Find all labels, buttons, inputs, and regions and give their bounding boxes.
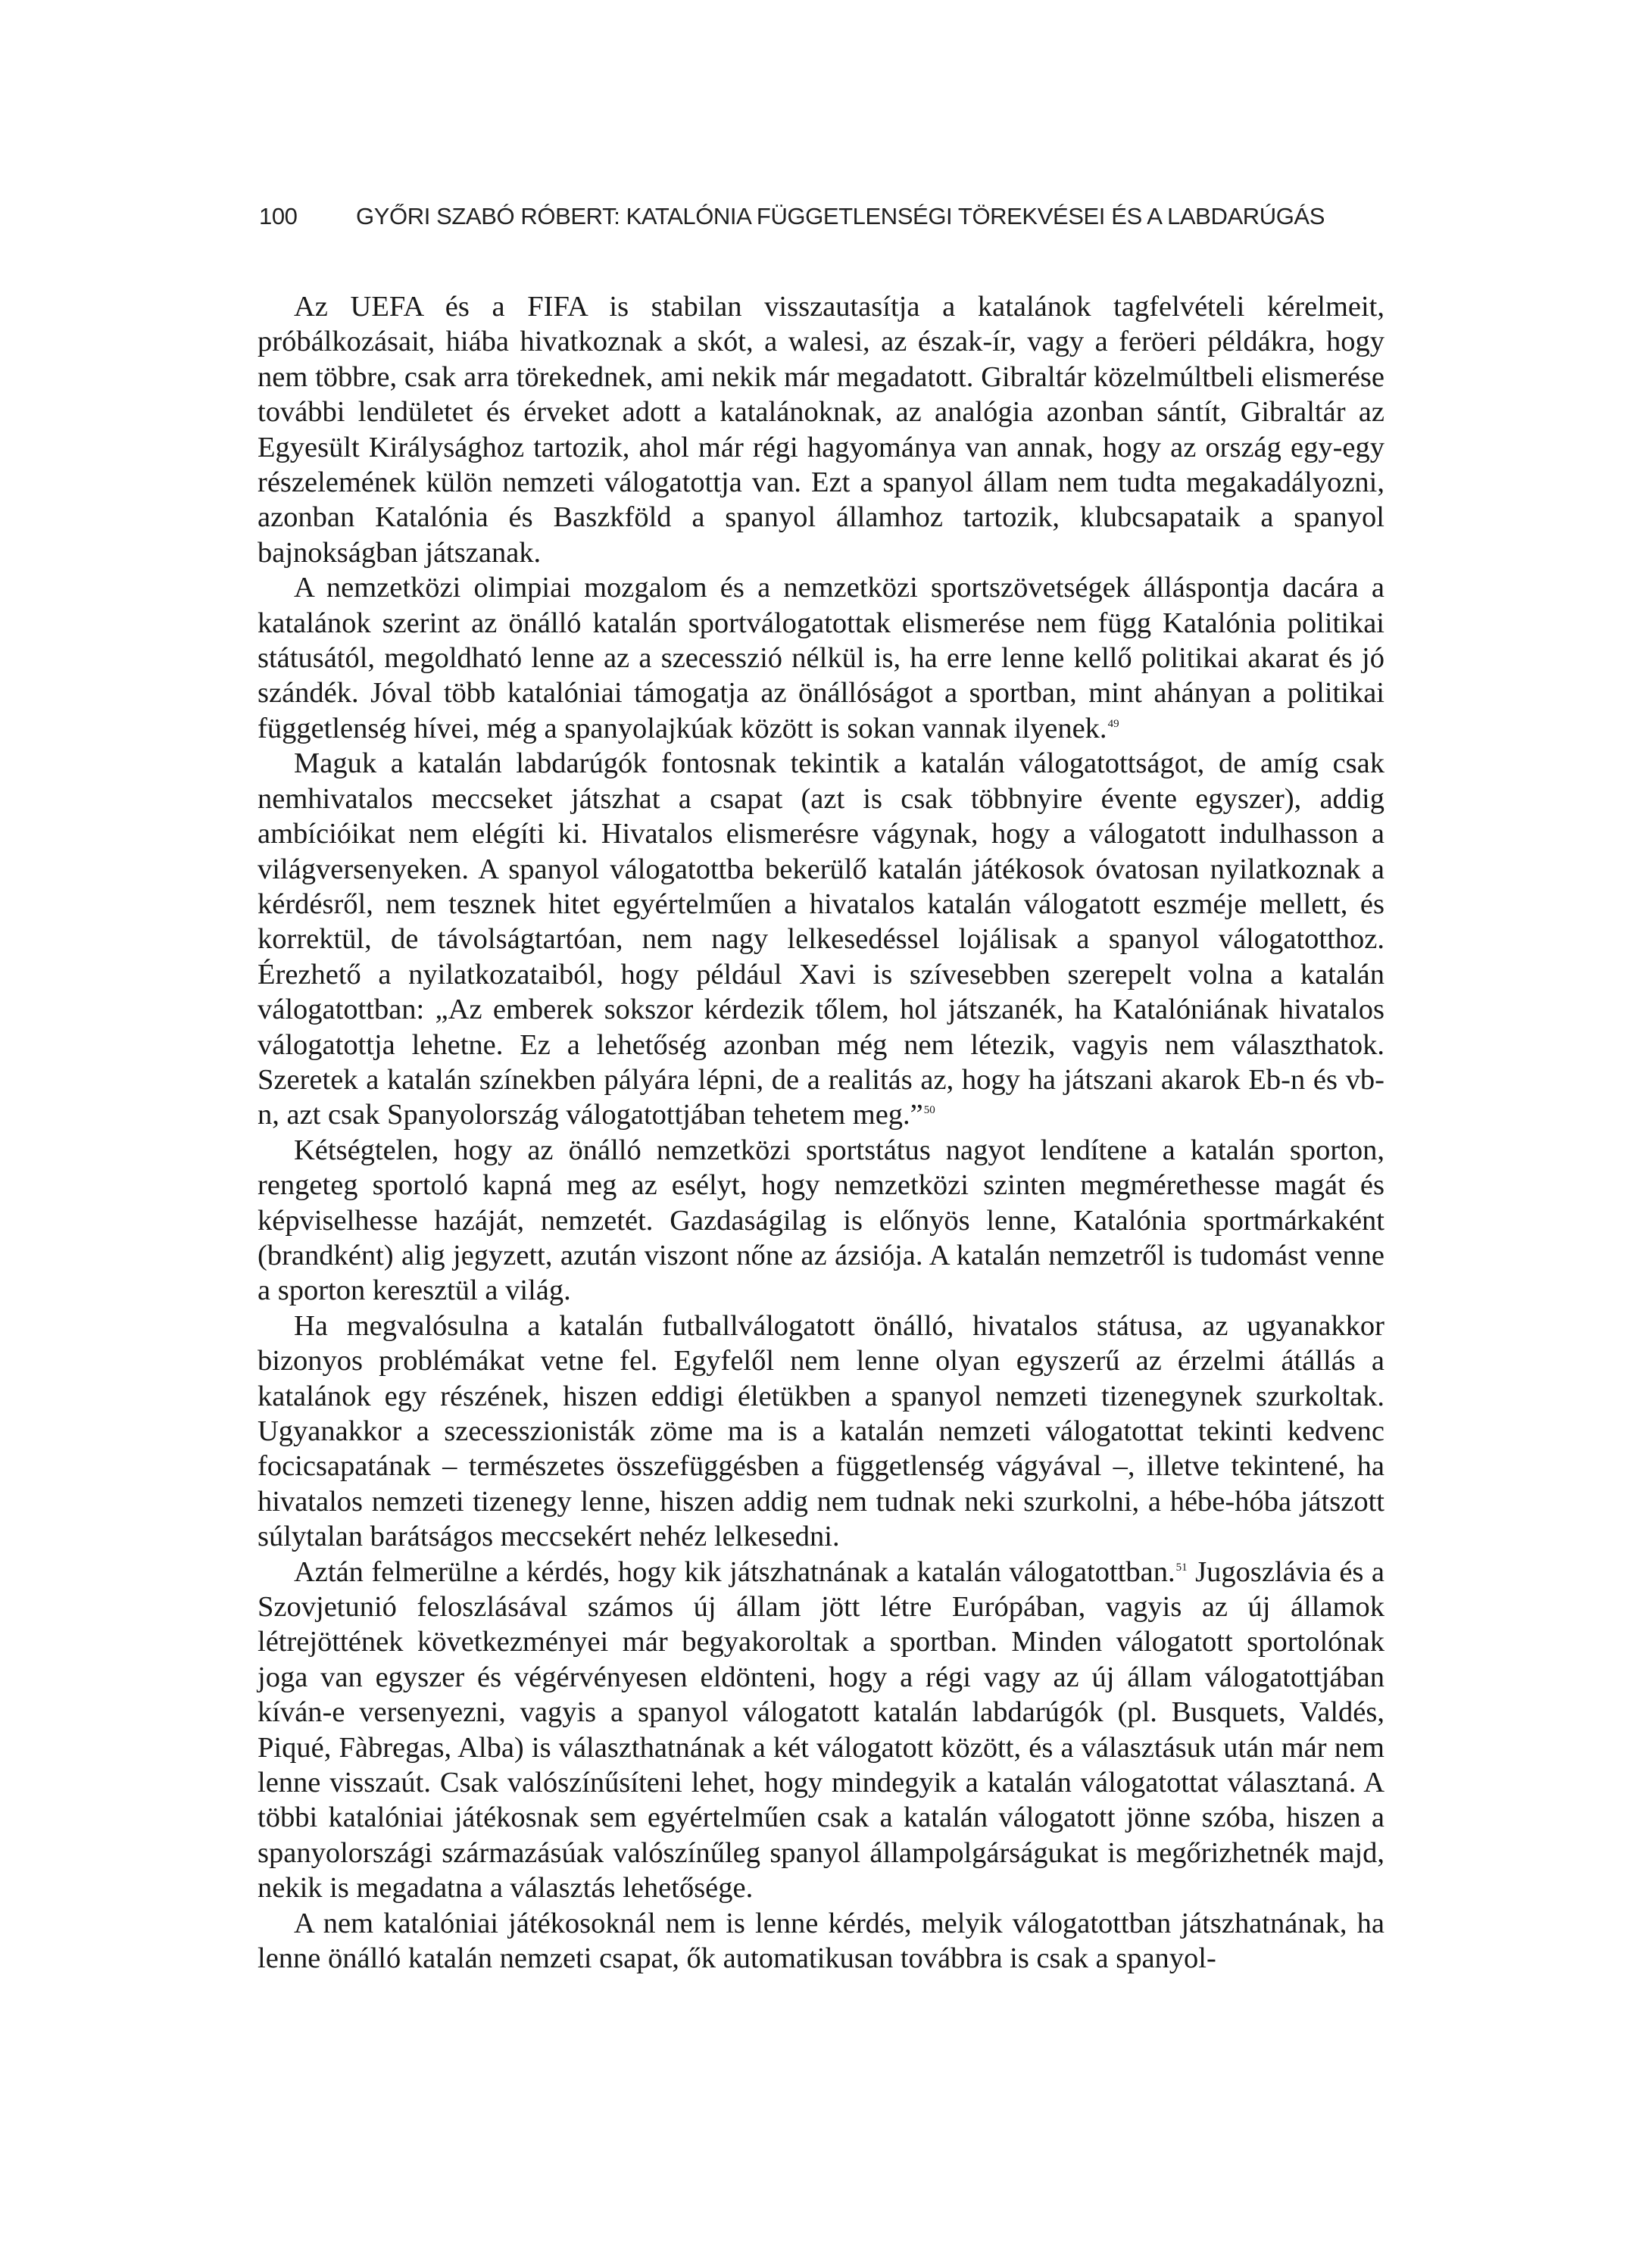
paragraph-text: Ha megvalósulna a katalán futballválogatott önálló, hivatalos státusa, az ugyanakkor bizonyos problémákat vetne fel. Egyfelől nem lenne olyan egyszerű az érzelmi átállás a katalánok egy részének, hiszen eddigi életükben a spanyol nemzeti tizenegynek szurkoltak. Ugyanakkor a szecesszionisták zöme ma is a katalán nemzeti válogatottat tekinti kedvenc focicsapatának – természetes összefüggésben a függetlenség vágyával –, illetve tekintené, ha hivatalos nemzeti tizenegy lenne, hiszen addig nem tudnak neki szurkolni, a hébe-hóba játszott súlytalan barátságos meccsekért nehéz lelkesedni. bbox=[258, 1309, 1384, 1553]
paragraph-text-continued: Jugoszlávia és a Szovjetunió feloszlásával számos új állam jött létre Európában, vagyis az új államok létrejöttének következményei már begyakoroltak a sportban. Minden válogatott sportolónak joga van egyszer és végérvényesen eldönteni, hogy a régi vagy az új állam válogatottjában kíván-e versenyezni, vagyis a spanyol válogatott katalán labdarúgók (pl. Busquets, Valdés, Piqué, Fàbregas, Alba) is választhatnának a két válogatott között, és a választásuk után már nem lenne visszaút. Csak valószínűsíteni lehet, hogy mindegyik a katalán válogatottat választaná. A többi katalóniai játékosnak sem egyértelműen csak a katalán válogatott jönne szóba, hiszen a spanyolországi származásúak valószínűleg spanyol állampolgárságukat is megőrizhetnék majd, nekik is megadatna a választás lehetősége. bbox=[258, 1555, 1384, 1905]
paragraph bbox=[258, 289, 1384, 570]
footnote-reference[interactable]: 49 bbox=[1107, 717, 1119, 730]
paragraph bbox=[258, 1555, 1384, 1906]
body-text bbox=[258, 289, 1384, 1976]
paragraph-text: Aztán felmerülne a kérdés, hogy kik játszhatnának a katalán válogatottban. bbox=[294, 1555, 1175, 1588]
paragraph bbox=[258, 746, 1384, 1132]
paragraph bbox=[258, 1133, 1384, 1309]
paragraph bbox=[258, 570, 1384, 746]
footnote-reference[interactable]: 50 bbox=[923, 1104, 935, 1117]
paragraph bbox=[258, 1309, 1384, 1555]
paragraph-text: A nem katalóniai játékosoknál nem is lenne kérdés, melyik válogatottban játszhatnának, ha lenne önálló katalán nemzeti csapat, ők automatikusan továbbra is csak a spanyol- bbox=[258, 1907, 1384, 1975]
paragraph bbox=[258, 1906, 1384, 1976]
paragraph-text: A nemzetközi olimpiai mozgalom és a nemzetközi sportszövetségek álláspontja dacára a katalánok szerint az önálló katalán sportválogatottak elismerése nem függ Katalónia politikai státusától, megoldható lenne az a szecesszió nélkül is, ha erre lenne kellő politikai akarat és jó szándék. Jóval több katalóniai támogatja az önállóságot a sportban, mint ahányan a politikai függetlenség hívei, még a spanyolajkúak között is sokan vannak ilyenek. bbox=[258, 572, 1384, 744]
paragraph-text: Kétségtelen, hogy az önálló nemzetközi sportstátus nagyot lendítene a katalán sporton, rengeteg sportoló kapná meg az esélyt, hogy nemzetközi szinten megmérethesse magát és képviselhesse hazáját, nemzetét. Gazdaságilag is előnyös lenne, Katalónia sportmárkaként (brandként) alig jegyzett, azután viszont nőne az ázsiója. A katalán nemzetről is tudomást venne a sporton keresztül a világ. bbox=[258, 1134, 1384, 1307]
paragraph-text: Maguk a katalán labdarúgók fontosnak tekintik a katalán válogatottságot, de amíg csak nemhivatalos meccseket játszhat a csapat (azt is csak többnyire évente egyszer), addig ambícióikat nem elégíti ki. Hivatalos elismerésre vágynak, hogy a válogatott indulhasson a világversenyeken. A spanyol válogatottba bekerülő katalán játékosok óvatosan nyilatkoznak a kérdésről, nem tesznek hitet egyértelműen a hivatalos katalán válogatott eszméje mellett, és korrektül, de távolságtartóan, nem nagy lelkesedéssel lojálisak a spanyol válogatotthoz. Érezhető a nyilatkozataiból, hogy például Xavi is szívesebben szerepelt volna a katalán válogatottban: „Az emberek sokszor kérdezik tőlem, hol játszanék, ha Katalóniának hivatalos válogatottja lehetne. Ez a lehetőség azonban még nem létezik, vagyis nem választhatok. Szeretek a katalán színekben pályára lépni, de a realitás az, hogy ha játszani akarok Eb-n és vb-n, azt csak Spanyolország válogatottjában tehetem meg.” bbox=[258, 747, 1384, 1131]
running-header bbox=[259, 203, 1383, 230]
running-title: GYŐRI SZABÓ RÓBERT: KATALÓNIA FÜGGETLENSÉGI TÖREKVÉSEI ÉS A LABDARÚGÁS bbox=[356, 203, 1325, 229]
footnote-reference[interactable]: 51 bbox=[1175, 1561, 1188, 1574]
paragraph-text: Az UEFA és a FIFA is stabilan visszautasítja a katalánok tagfelvételi kérelmeit, próbálkozásait, hiába hivatkoznak a skót, a walesi, az észak-ír, vagy a feröeri példákra, hogy nem többre, csak arra törekednek, ami nekik már megadatott. Gibraltár közelmúltbeli elismerése további lendületet és érveket adott a katalánoknak, az analógia azonban sántít, Gibraltár az Egyesült Királysághoz tartozik, ahol már régi hagyománya van annak, hogy az ország egy-egy részelemének külön nemzeti válogatottja van. Ezt a spanyol állam nem tudta megakadályozni, azonban Katalónia és Baszkföld a spanyol államhoz tartozik, klubcsapataik a spanyol bajnokságban játszanak. bbox=[258, 291, 1384, 569]
page-number: 100 bbox=[259, 203, 298, 229]
